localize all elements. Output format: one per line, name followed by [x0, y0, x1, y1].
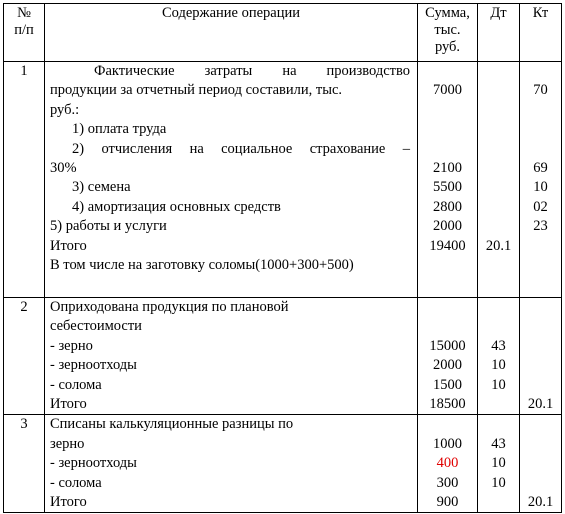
word: Фактические	[94, 63, 175, 79]
dt-value: 10	[491, 357, 506, 374]
header-num	[4, 4, 45, 62]
kt-value: 10	[533, 179, 548, 196]
sum-value: 15000	[429, 337, 466, 354]
row-num-value: 3	[20, 416, 28, 433]
content-line	[50, 62, 410, 81]
content-line	[50, 140, 410, 159]
table-row	[4, 298, 562, 415]
content-note: В том числе на заготовку соломы(1000+300+500)	[50, 256, 354, 273]
header-num-line2: п/п	[14, 22, 34, 38]
content-item: 4) амортизация основных средств	[72, 198, 281, 215]
word: –	[402, 140, 410, 157]
dt-value: 10	[491, 376, 506, 393]
content-total: Итого	[50, 395, 87, 412]
header-kt-label: Кт	[532, 5, 549, 21]
row-num	[4, 62, 45, 298]
sum-value: 5500	[433, 179, 462, 196]
sum-value: 7000	[433, 82, 462, 99]
content-line: руб.:	[50, 101, 80, 118]
header-dt-label: Дт	[490, 5, 507, 21]
content-item: - зерно	[50, 337, 93, 354]
header-dt	[478, 4, 520, 62]
header-num-line1: №	[17, 5, 31, 21]
operations-table	[3, 3, 562, 513]
word: на	[189, 140, 204, 157]
content-line: Списаны калькуляционные разницы по	[50, 416, 294, 433]
sum-value: 2100	[433, 159, 462, 176]
word: страхование	[309, 140, 386, 157]
content-line: зерно	[50, 435, 85, 452]
kt-value: 23	[533, 218, 548, 235]
sum-value: 2000	[433, 218, 462, 235]
row-num	[4, 298, 45, 415]
content-item: 5) работы и услуги	[50, 218, 167, 235]
row-num	[4, 415, 45, 513]
row-dt	[478, 298, 520, 415]
content-item: - солома	[50, 474, 102, 491]
sum-value-highlighted: 400	[436, 455, 459, 472]
header-sum	[418, 4, 478, 62]
row-kt	[520, 298, 562, 415]
word: производство	[326, 63, 410, 79]
word: на	[282, 63, 297, 79]
kt-value: 70	[533, 82, 548, 99]
sum-value: 900	[436, 493, 459, 510]
header-kt	[520, 4, 562, 62]
kt-value: 20.1	[527, 395, 554, 412]
content-line: продукции за отчетный период составили, тыс.	[50, 82, 343, 99]
header-sum-line2: тыс.	[434, 22, 461, 38]
word: социальное	[221, 140, 293, 157]
content-item: 1) оплата труда	[72, 121, 167, 138]
sum-value: 2000	[433, 357, 462, 374]
row-num-value: 2	[20, 299, 28, 315]
kt-value: 02	[533, 198, 548, 215]
content-item: 3) семена	[72, 179, 131, 196]
content-item: - зерноотходы	[50, 357, 137, 374]
content-item: - солома	[50, 376, 102, 393]
sum-value: 300	[436, 474, 459, 491]
dt-value: 20.1	[485, 237, 512, 254]
row-content	[45, 298, 418, 415]
kt-value: 69	[533, 159, 548, 176]
sum-value: 18500	[429, 395, 466, 412]
content-line: 30%	[50, 159, 77, 176]
sum-value: 2800	[433, 198, 462, 215]
content-line: Оприходована продукция по плановой	[50, 299, 289, 315]
content-total: Итого	[50, 237, 87, 254]
sum-value: 19400	[429, 237, 466, 254]
word: отчисления	[101, 140, 173, 157]
row-kt	[520, 415, 562, 513]
row-sums	[418, 298, 478, 415]
table-row	[4, 62, 562, 298]
content-item: - зерноотходы	[50, 455, 137, 472]
sum-value: 1000	[433, 435, 462, 452]
kt-value: 20.1	[527, 493, 554, 510]
row-sums	[418, 62, 478, 298]
row-num-value: 1	[20, 63, 28, 79]
dt-value: 43	[491, 435, 506, 452]
content-line: себестоимости	[50, 318, 142, 335]
word: 2)	[72, 140, 85, 157]
row-sums	[418, 415, 478, 513]
header-sum-line1: Сумма,	[425, 5, 470, 21]
row-content	[45, 62, 418, 298]
row-kt	[520, 62, 562, 298]
sum-value: 1500	[433, 376, 462, 393]
row-dt	[478, 62, 520, 298]
header-sum-line3: руб.	[434, 39, 461, 55]
row-dt	[478, 415, 520, 513]
table-header-row	[4, 4, 562, 62]
word: затраты	[204, 63, 253, 79]
header-content	[45, 4, 418, 62]
header-content-label: Содержание операции	[161, 5, 300, 21]
table-row	[4, 415, 562, 513]
dt-value: 10	[491, 474, 506, 491]
row-content	[45, 415, 418, 513]
dt-value: 10	[491, 455, 506, 472]
dt-value: 43	[491, 337, 506, 354]
content-total: Итого	[50, 493, 87, 510]
